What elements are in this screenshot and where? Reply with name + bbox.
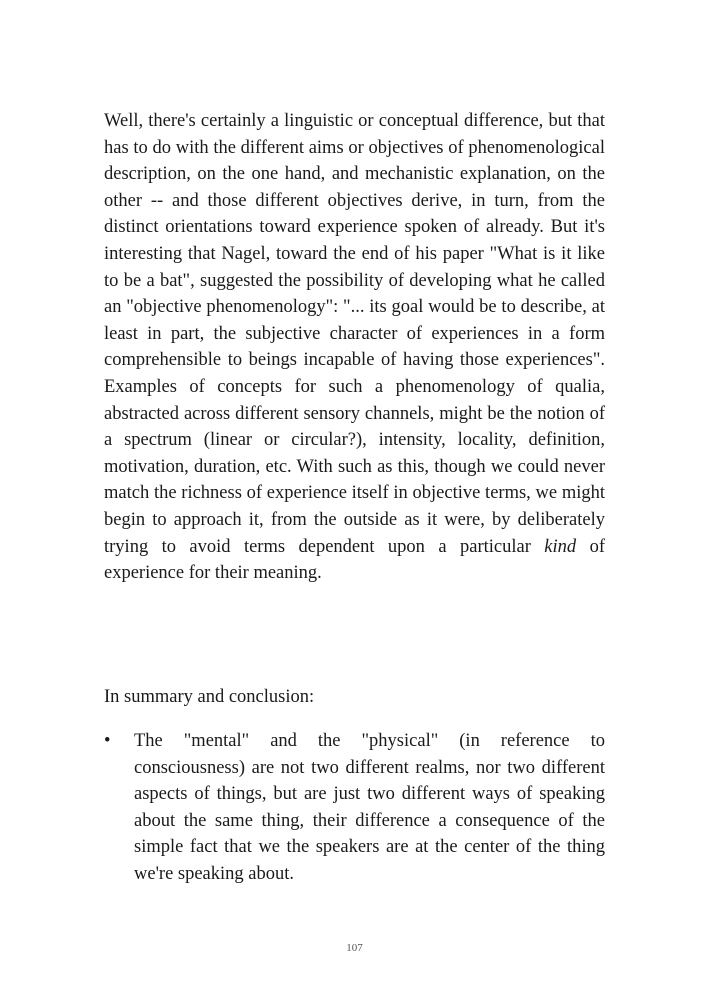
paragraph-text: Well, there's certainly a linguistic or conceptual difference, but that has to do with the different aims or objectives of phenomenological description, on the one hand, and mechanistic explanation, on the other -- and those different objectives derive, in turn, from the distinct orientations toward experience spoken of already. But it's interesting that Nagel, toward the end of his paper "What is it like to be a bat", suggested the possibility of developing what he called an "objective phenomenology": "... its goal would be to describe, at least in part, the subjective character of experiences in a form comprehensible to beings incapable of having those experiences". Examples of concepts for such a phenomenology of qualia, abstracted across different sensory channels, might be the notion of a spectrum (linear or circular?), intensity, locality, definition, motivation, duration, etc. With such as this, though we could never match the richness of experience itself in objective terms, we might begin to approach it, from the outside as it were, by deliberately trying to avoid terms dependent upon a particular — [104, 111, 605, 557]
summary-heading: In summary and conclusion: — [104, 687, 315, 707]
emphasized-word: kind — [544, 536, 577, 557]
body-paragraph — [104, 108, 605, 587]
paragraph-text-end: of experience for their meaning. — [104, 536, 605, 584]
bullet-icon: • — [104, 731, 111, 751]
bullet-text: The "mental" and the "physical" (in reference to consciousness) are not two different realms, nor two different aspects of things, but are just two different ways of speaking about the same thing, their difference a consequence of the simple fact that we the speakers are at the center of the thing we're speaking about. — [134, 731, 605, 884]
bullet-list-item — [104, 728, 605, 888]
page-number: 107 — [346, 942, 363, 954]
